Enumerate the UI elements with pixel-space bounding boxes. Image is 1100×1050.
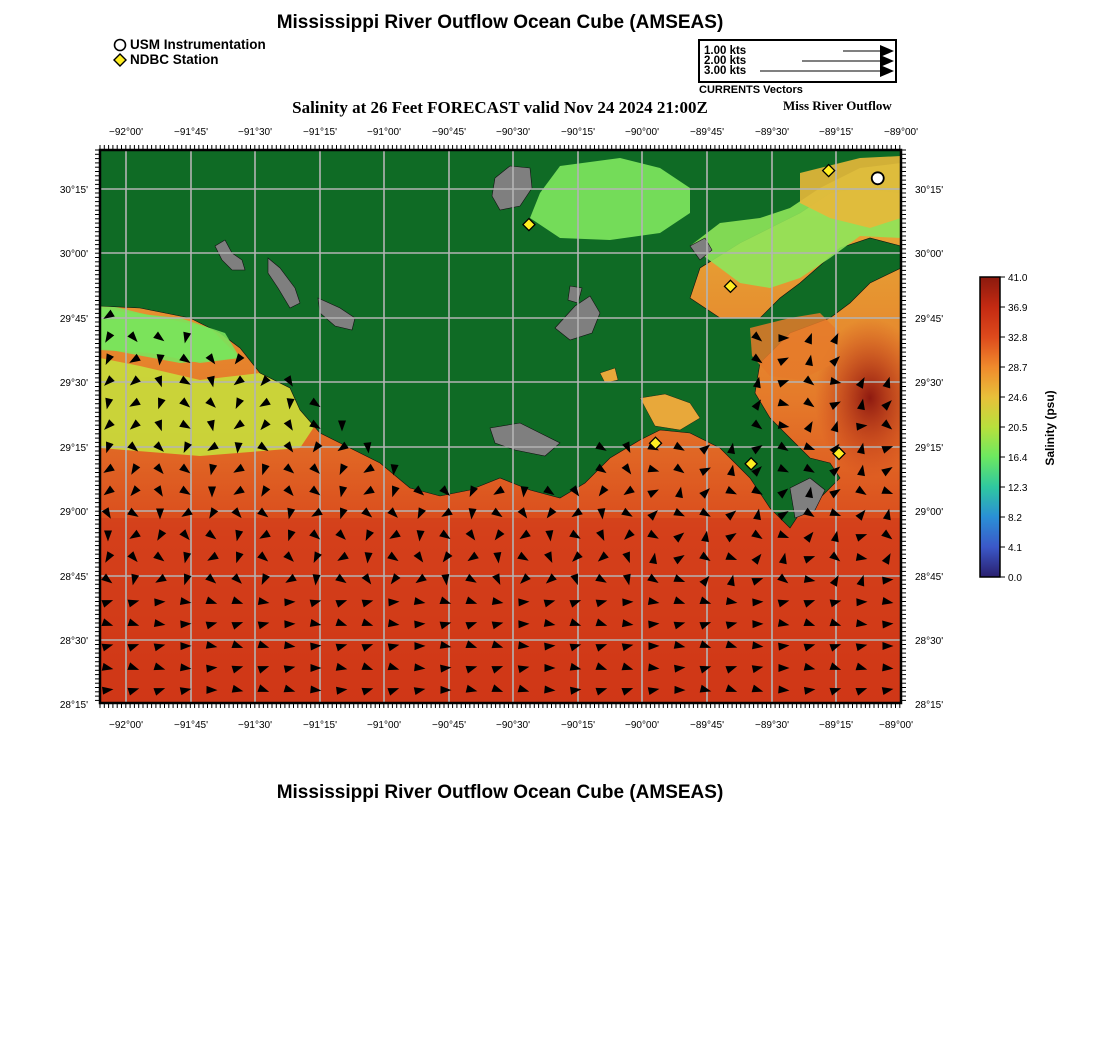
vector-key-row: 2.00 kts xyxy=(704,55,747,67)
lat-tick-label: 29°00' xyxy=(915,507,944,518)
region-name: Miss River Outflow xyxy=(783,98,892,113)
lat-tick-label: 29°15' xyxy=(915,443,944,454)
salinity-map xyxy=(0,118,960,743)
vector-key-arrows xyxy=(700,41,895,81)
legend-usm xyxy=(113,37,266,53)
page-title: Mississippi River Outflow Ocean Cube (AMSEAS) xyxy=(276,12,724,33)
lat-tick-label: 30°15' xyxy=(59,185,88,196)
lon-tick-label: −90°00' xyxy=(625,720,659,731)
colorbar-ticks xyxy=(1008,273,1028,584)
lon-tick-label: −91°15' xyxy=(303,127,337,138)
lon-axis-top xyxy=(109,127,918,138)
lat-axis-left xyxy=(60,185,88,711)
lat-tick-label: 28°15' xyxy=(915,700,944,711)
colorbar-tick-label: 41.0 xyxy=(1008,273,1028,284)
lat-tick-label: 28°15' xyxy=(59,700,88,711)
colorbar-scale xyxy=(980,277,1000,577)
map-subtitle: Salinity at 26 Feet FORECAST valid Nov 24 2024 21:00Z xyxy=(292,98,708,117)
lon-tick-label: −92°00' xyxy=(109,127,143,138)
lon-axis-bottom xyxy=(109,720,913,731)
colorbar-tick-label: 32.8 xyxy=(1008,333,1028,344)
open-circle-icon xyxy=(113,38,127,52)
usm-station-marker xyxy=(872,172,884,184)
colorbar-label: Salinity (psu) xyxy=(1043,390,1057,466)
colorbar-tick-label: 0.0 xyxy=(1008,573,1022,584)
colorbar-tick-label: 36.9 xyxy=(1008,303,1028,314)
lon-tick-label: −91°45' xyxy=(174,127,208,138)
lat-tick-label: 29°00' xyxy=(59,507,88,518)
lat-tick-label: 30°15' xyxy=(915,185,944,196)
lon-tick-label: −89°00' xyxy=(879,720,913,731)
lat-tick-label: 30°00' xyxy=(59,249,88,260)
second-panel-title: Mississippi River Outflow Ocean Cube (AMSEAS) xyxy=(276,782,724,803)
lon-tick-label: −89°00' xyxy=(884,127,918,138)
lat-tick-label: 30°00' xyxy=(915,249,944,260)
colorbar-tick-label: 28.7 xyxy=(1008,363,1028,374)
lon-tick-label: −89°45' xyxy=(690,127,724,138)
lat-axis-right xyxy=(915,185,943,711)
legend-ndbc-label: NDBC Station xyxy=(130,52,219,67)
lon-tick-label: −90°15' xyxy=(561,127,595,138)
lon-tick-label: −91°00' xyxy=(367,720,401,731)
lon-tick-label: −90°15' xyxy=(561,720,595,731)
legend-ndbc xyxy=(113,52,219,68)
lat-tick-label: 29°30' xyxy=(915,378,944,389)
lon-tick-label: −89°30' xyxy=(755,127,789,138)
lon-tick-label: −91°45' xyxy=(174,720,208,731)
lat-tick-label: 28°30' xyxy=(915,636,944,647)
lon-tick-label: −92°00' xyxy=(109,720,143,731)
colorbar-tick-label: 12.3 xyxy=(1008,483,1028,494)
lon-tick-label: −90°30' xyxy=(496,127,530,138)
lon-tick-label: −91°30' xyxy=(238,720,272,731)
lon-tick-label: −90°00' xyxy=(625,127,659,138)
colorbar-tick-label: 4.1 xyxy=(1008,543,1022,554)
colorbar-tick-label: 24.6 xyxy=(1008,393,1028,404)
colorbar-tick-label: 8.2 xyxy=(1008,513,1022,524)
lat-tick-label: 29°30' xyxy=(59,378,88,389)
colorbar-tick-label: 16.4 xyxy=(1008,453,1028,464)
vector-key-row: 1.00 kts xyxy=(704,45,747,57)
lon-tick-label: −90°45' xyxy=(432,127,466,138)
lon-tick-label: −91°30' xyxy=(238,127,272,138)
lat-tick-label: 28°45' xyxy=(59,572,88,583)
lon-tick-label: −90°30' xyxy=(496,720,530,731)
lat-tick-label: 29°45' xyxy=(915,314,944,325)
lat-tick-label: 29°45' xyxy=(59,314,88,325)
lat-tick-label: 29°15' xyxy=(59,443,88,454)
lon-tick-label: −91°15' xyxy=(303,720,337,731)
lon-tick-label: −89°15' xyxy=(819,127,853,138)
vector-key-caption: CURRENTS Vectors xyxy=(699,84,803,96)
colorbar-tick-label: 20.5 xyxy=(1008,423,1028,434)
legend-usm-label: USM Instrumentation xyxy=(130,37,266,52)
salinity-colorbar xyxy=(960,268,1070,588)
vector-key xyxy=(698,39,897,83)
lat-tick-label: 28°30' xyxy=(59,636,88,647)
lon-tick-label: −89°45' xyxy=(690,720,724,731)
yellow-diamond-icon xyxy=(113,53,127,67)
lon-tick-label: −89°30' xyxy=(755,720,789,731)
lon-tick-label: −91°00' xyxy=(367,127,401,138)
vector-key-row: 3.00 kts xyxy=(704,65,747,77)
lat-tick-label: 28°45' xyxy=(915,572,944,583)
lon-tick-label: −89°15' xyxy=(819,720,853,731)
lon-tick-label: −90°45' xyxy=(432,720,466,731)
